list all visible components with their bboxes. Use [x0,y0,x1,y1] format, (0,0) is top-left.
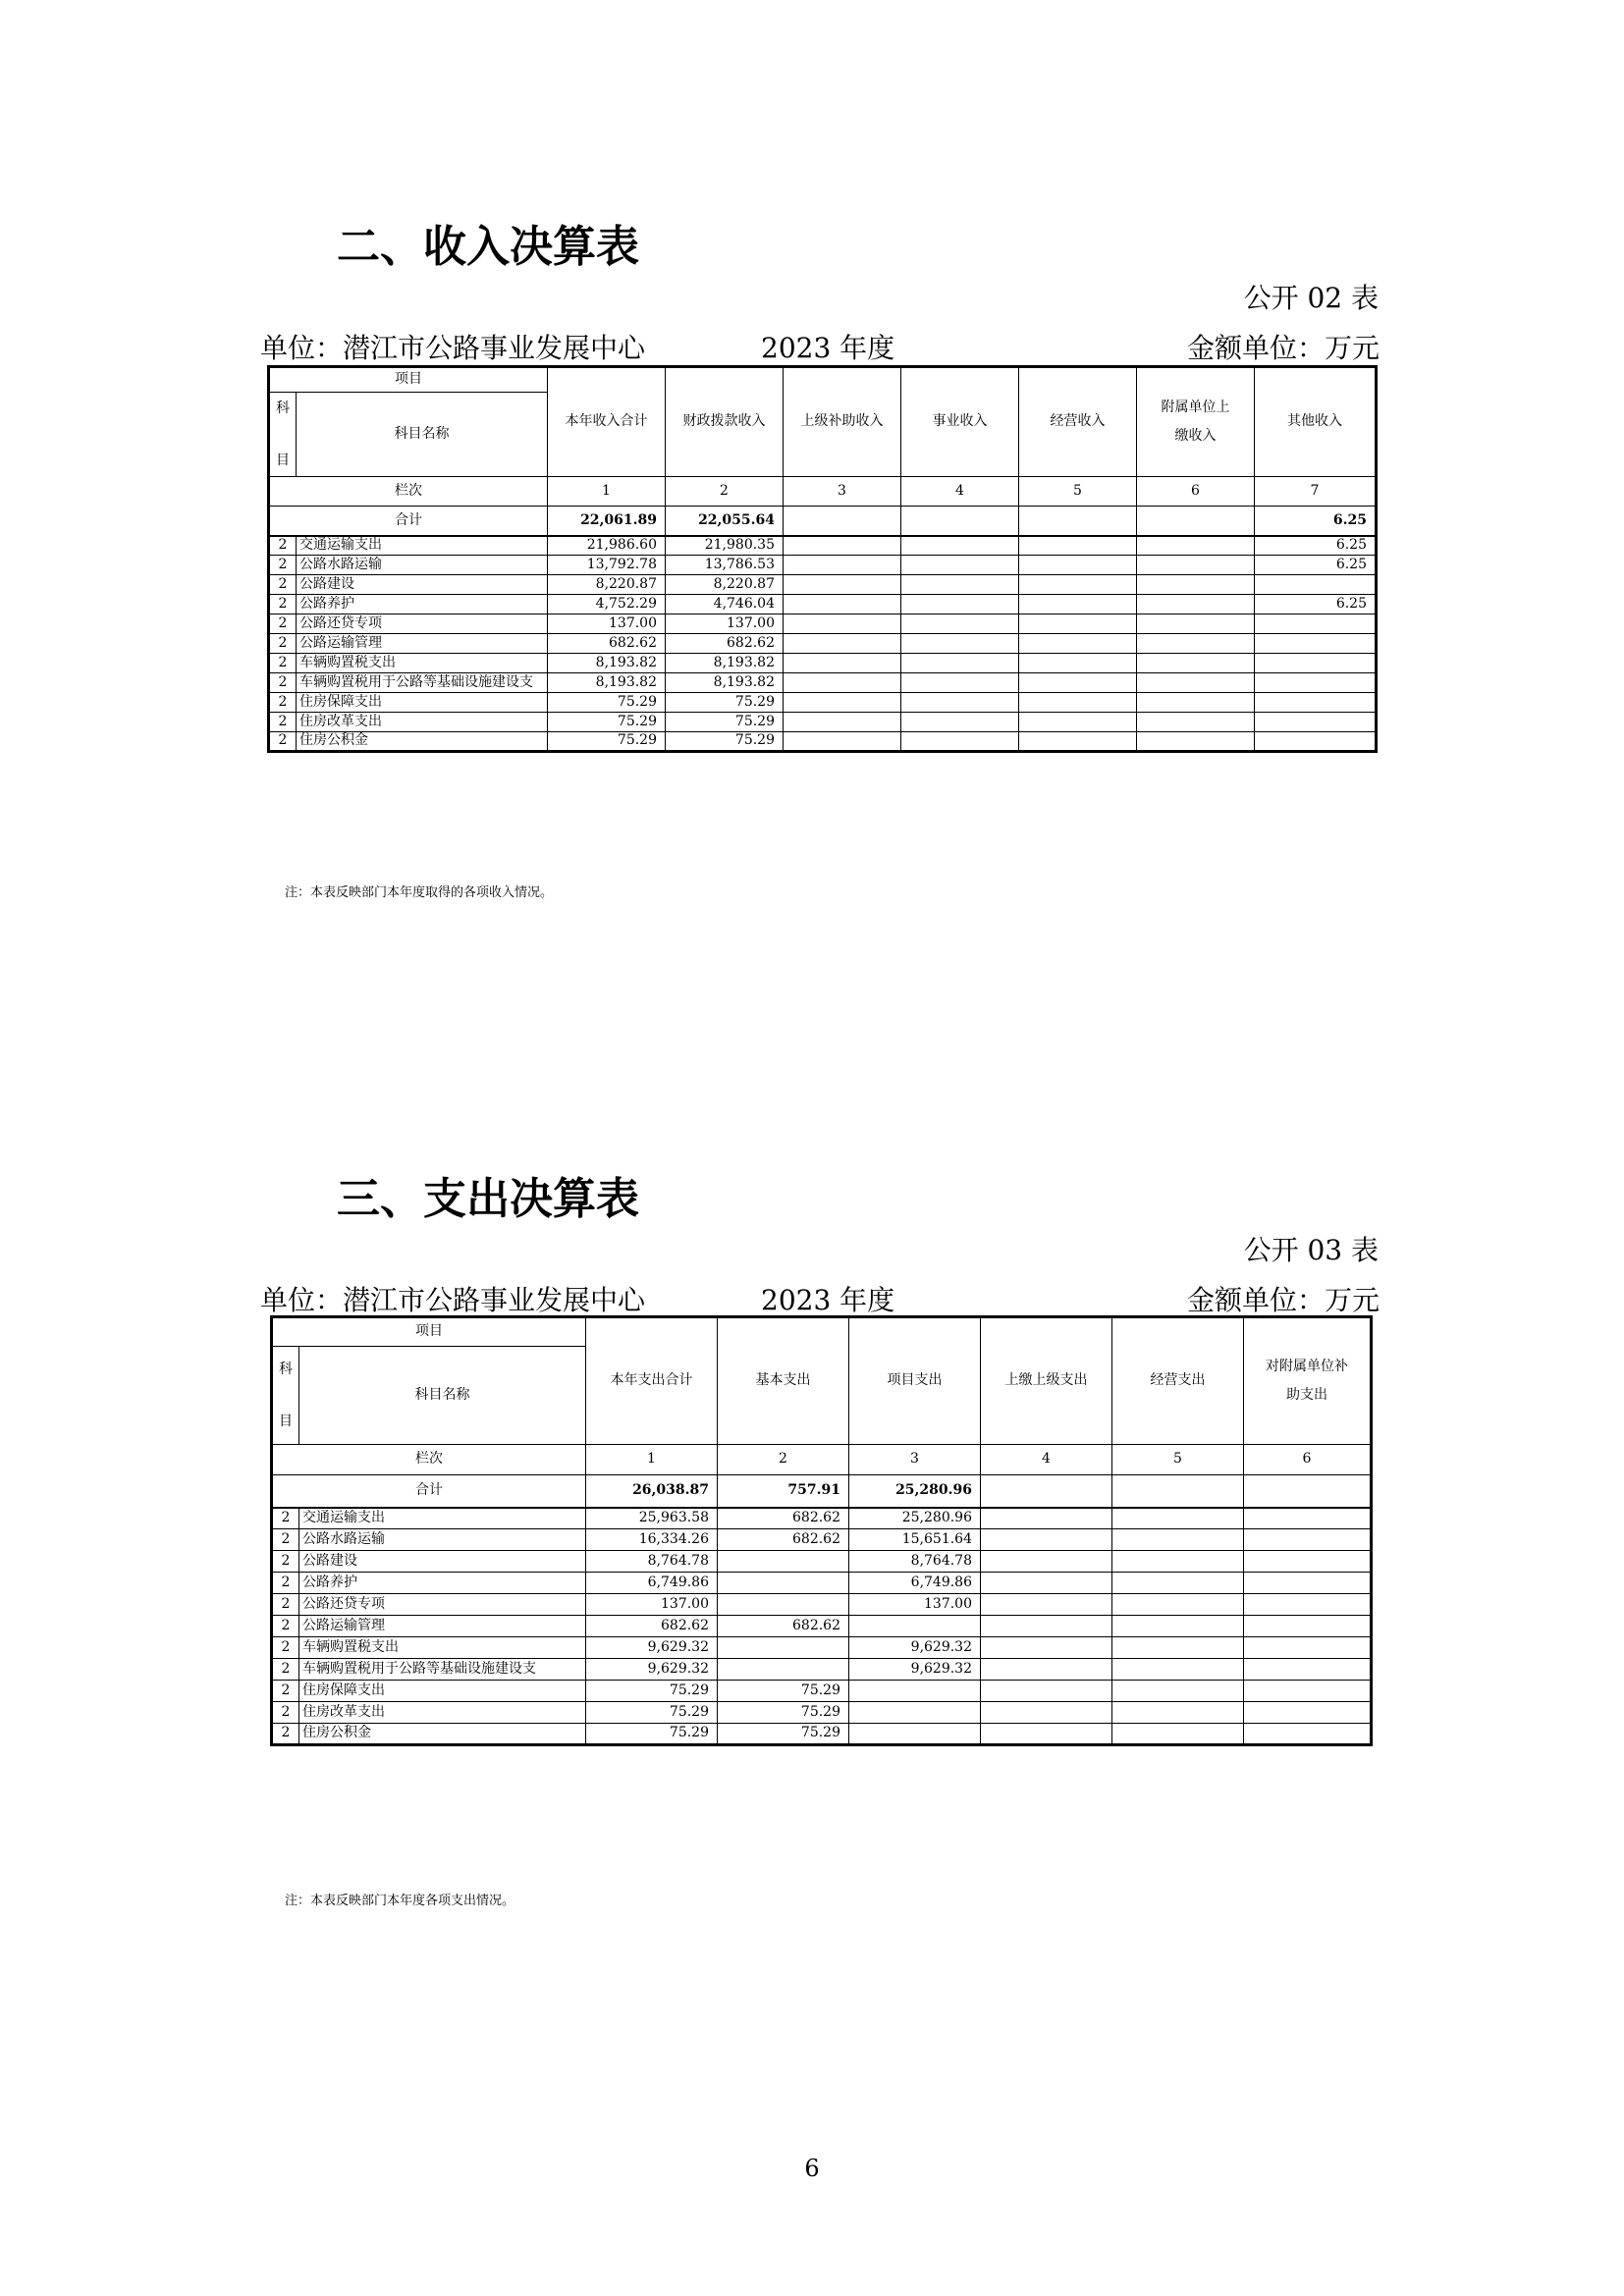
amount-cell: 75.29 [718,1702,849,1724]
subject-code: 2 [272,1681,299,1702]
amount-cell: 75.29 [718,1681,849,1702]
expense-col-header: 项目支出 [849,1317,981,1445]
income-col-header: 上级补助收入 [784,367,901,477]
income-ke-mu-label: 科 目 [269,393,297,477]
amount-cell: 21,980.35 [666,536,784,556]
amount-cell: 9,629.32 [849,1659,981,1681]
amount-cell: 6,749.86 [849,1573,981,1594]
amount-cell: 682.62 [718,1529,849,1551]
amount-cell [1244,1681,1372,1702]
amount-cell: 75.29 [548,732,666,752]
amount-cell: 8,220.87 [548,575,666,595]
amount-cell [1255,713,1377,732]
amount-cell [1137,732,1255,752]
table-row [272,1637,1372,1659]
subject-code: 2 [272,1637,299,1659]
table-row [272,1508,1372,1529]
amount-cell: 25,963.58 [586,1508,718,1529]
subject-name: 公路养护 [299,1573,586,1594]
lanci-label: 栏次 [269,477,548,507]
amount-cell: 137.00 [849,1594,981,1616]
income-title: 二、收入决算表 [337,222,639,272]
amount-cell [1137,536,1255,556]
subject-name: 公路还贷专项 [299,1594,586,1616]
table-row [269,556,1377,575]
amount-cell [1244,1594,1372,1616]
amount-cell: 137.00 [548,614,666,634]
amount-cell [1137,575,1255,595]
subject-code: 2 [269,556,297,575]
amount-cell [1244,1724,1372,1745]
subject-code: 2 [269,614,297,634]
amount-cell: 75.29 [586,1724,718,1745]
expense-col-header: 本年支出合计 [586,1317,718,1445]
amount-cell: 682.62 [718,1616,849,1637]
income-money-unit: 金额单位：万元 [1186,332,1380,364]
amount-cell [1244,1573,1372,1594]
total-value: 22,061.89 [548,507,666,536]
expense-year: 2023 年度 [761,1284,895,1316]
amount-cell: 9,629.32 [586,1637,718,1659]
amount-cell [1019,595,1137,614]
amount-cell [981,1551,1112,1573]
subject-code: 2 [269,595,297,614]
column-number: 7 [1255,477,1377,507]
table-row [272,1659,1372,1681]
amount-cell: 8,193.82 [666,673,784,693]
amount-cell [1137,713,1255,732]
subject-code: 2 [272,1616,299,1637]
amount-cell [849,1724,981,1745]
amount-cell [981,1702,1112,1724]
amount-cell [1112,1529,1244,1551]
total-value: 22,055.64 [666,507,784,536]
expense-col-header: 经营支出 [1112,1317,1244,1445]
subject-name: 住房保障支出 [299,1681,586,1702]
amount-cell [1019,732,1137,752]
amount-cell [1112,1637,1244,1659]
subject-code: 2 [269,713,297,732]
column-number: 3 [784,477,901,507]
total-label: 合计 [269,507,548,536]
subject-code: 2 [269,693,297,713]
amount-cell [1137,654,1255,673]
column-number: 6 [1137,477,1255,507]
amount-cell: 6.25 [1255,595,1377,614]
subject-name: 公路水路运输 [299,1529,586,1551]
amount-cell [901,575,1019,595]
income-subject-name-header: 科目名称 [297,393,548,477]
expense-title: 三、支出决算表 [337,1174,639,1224]
amount-cell [901,673,1019,693]
total-value [1244,1475,1372,1508]
amount-cell [901,595,1019,614]
amount-cell: 8,764.78 [849,1551,981,1573]
table-row [272,1702,1372,1724]
amount-cell [1255,614,1377,634]
amount-cell [1244,1637,1372,1659]
amount-cell [901,732,1019,752]
total-value [1019,507,1137,536]
income-year: 2023 年度 [761,332,895,364]
amount-cell: 8,220.87 [666,575,784,595]
amount-cell [718,1637,849,1659]
income-col-header: 本年收入合计 [548,367,666,477]
amount-cell: 15,651.64 [849,1529,981,1551]
column-number: 3 [849,1445,981,1475]
amount-cell: 4,746.04 [666,595,784,614]
expense-ke-mu-label: 科 目 [272,1347,299,1445]
amount-cell: 682.62 [666,634,784,654]
table-row [272,1594,1372,1616]
amount-cell [981,1529,1112,1551]
amount-cell [1137,693,1255,713]
subject-code: 2 [272,1551,299,1573]
amount-cell [981,1508,1112,1529]
column-number: 4 [901,477,1019,507]
amount-cell [718,1594,849,1616]
amount-cell: 4,752.29 [548,595,666,614]
income-table-number: 公开 02 表 [1243,282,1379,314]
amount-cell [1244,1702,1372,1724]
subject-code: 2 [272,1573,299,1594]
table-row [269,536,1377,556]
table-row [269,732,1377,752]
amount-cell [1112,1616,1244,1637]
total-value [901,507,1019,536]
amount-cell [901,713,1019,732]
expense-table-number: 公开 03 表 [1243,1234,1379,1266]
income-col-header: 财政拨款收入 [666,367,784,477]
amount-cell [1019,614,1137,634]
expense-col-header: 上缴上级支出 [981,1317,1112,1445]
amount-cell [1244,1529,1372,1551]
amount-cell [849,1681,981,1702]
amount-cell: 8,764.78 [586,1551,718,1573]
subject-name: 交通运输支出 [297,536,548,556]
subject-name: 车辆购置税支出 [297,654,548,673]
amount-cell [784,614,901,634]
amount-cell [1244,1551,1372,1573]
amount-cell [784,575,901,595]
amount-cell: 6.25 [1255,556,1377,575]
amount-cell [784,634,901,654]
expense-col-header: 对附属单位补助支出 [1244,1317,1372,1445]
amount-cell: 9,629.32 [586,1659,718,1681]
table-row [269,614,1377,634]
amount-cell [901,654,1019,673]
subject-name: 公路建设 [297,575,548,595]
amount-cell [784,654,901,673]
subject-name: 住房改革支出 [299,1702,586,1724]
table-row [269,575,1377,595]
income-project-header: 项目 [269,367,548,393]
subject-code: 2 [269,536,297,556]
column-number: 2 [666,477,784,507]
table-row [272,1616,1372,1637]
subject-code: 2 [269,654,297,673]
expense-project-header: 项目 [272,1317,586,1347]
amount-cell [1137,556,1255,575]
amount-cell [1137,614,1255,634]
amount-cell [1137,595,1255,614]
income-note: 注：本表反映部门本年度取得的各项收入情况。 [285,885,554,900]
amount-cell: 682.62 [586,1616,718,1637]
column-number: 5 [1112,1445,1244,1475]
amount-cell [1112,1659,1244,1681]
amount-cell [1019,575,1137,595]
subject-name: 公路养护 [297,595,548,614]
amount-cell [1112,1681,1244,1702]
subject-name: 住房公积金 [299,1724,586,1745]
table-row [269,634,1377,654]
amount-cell: 8,193.82 [548,673,666,693]
amount-cell [784,536,901,556]
table-row [269,713,1377,732]
amount-cell [981,1594,1112,1616]
amount-cell [1019,556,1137,575]
subject-name: 公路还贷专项 [297,614,548,634]
subject-name: 住房保障支出 [297,693,548,713]
amount-cell [981,1616,1112,1637]
amount-cell [1112,1573,1244,1594]
subject-name: 车辆购置税用于公路等基础设施建设支 [297,673,548,693]
table-row [269,654,1377,673]
subject-name: 车辆购置税用于公路等基础设施建设支 [299,1659,586,1681]
total-value: 757.91 [718,1475,849,1508]
amount-cell [901,536,1019,556]
table-row [269,693,1377,713]
amount-cell: 75.29 [548,713,666,732]
table-row [272,1681,1372,1702]
subject-code: 2 [269,673,297,693]
amount-cell: 6,749.86 [586,1573,718,1594]
income-col-header: 附属单位上缴收入 [1137,367,1255,477]
amount-cell [718,1659,849,1681]
subject-code: 2 [272,1508,299,1529]
subject-code: 2 [272,1529,299,1551]
amount-cell [901,556,1019,575]
amount-cell: 137.00 [586,1594,718,1616]
income-col-header: 事业收入 [901,367,1019,477]
amount-cell [1019,654,1137,673]
subject-name: 住房改革支出 [297,713,548,732]
amount-cell [1244,1616,1372,1637]
subject-name: 公路建设 [299,1551,586,1573]
expense-unit-line [260,1279,1380,1316]
subject-code: 2 [269,732,297,752]
subject-code: 2 [272,1659,299,1681]
amount-cell [784,556,901,575]
amount-cell: 25,280.96 [849,1508,981,1529]
column-number: 2 [718,1445,849,1475]
amount-cell [981,1573,1112,1594]
amount-cell [1112,1508,1244,1529]
subject-name: 公路水路运输 [297,556,548,575]
expense-table [270,1315,1373,1746]
total-value: 6.25 [1255,507,1377,536]
total-value: 25,280.96 [849,1475,981,1508]
column-number: 1 [548,477,666,507]
lanci-label: 栏次 [272,1445,586,1475]
amount-cell: 13,792.78 [548,556,666,575]
amount-cell: 75.29 [586,1702,718,1724]
amount-cell [1019,693,1137,713]
amount-cell [784,713,901,732]
income-unit: 单位：潜江市公路事业发展中心 [260,332,646,364]
amount-cell: 75.29 [666,693,784,713]
amount-cell: 16,334.26 [586,1529,718,1551]
amount-cell [718,1573,849,1594]
amount-cell [1019,673,1137,693]
page-number: 6 [804,2155,820,2182]
subject-code: 2 [269,634,297,654]
expense-unit: 单位：潜江市公路事业发展中心 [260,1284,646,1316]
amount-cell [1019,634,1137,654]
amount-cell [981,1659,1112,1681]
amount-cell: 8,193.82 [666,654,784,673]
amount-cell [1112,1702,1244,1724]
amount-cell [849,1616,981,1637]
amount-cell: 9,629.32 [849,1637,981,1659]
amount-cell: 682.62 [718,1508,849,1529]
amount-cell: 75.29 [586,1681,718,1702]
expense-col-header: 基本支出 [718,1317,849,1445]
table-row [272,1529,1372,1551]
amount-cell [901,614,1019,634]
amount-cell [784,595,901,614]
income-col-header: 其他收入 [1255,367,1377,477]
amount-cell: 137.00 [666,614,784,634]
subject-name: 公路运输管理 [297,634,548,654]
table-row [269,595,1377,614]
expense-note: 注：本表反映部门本年度各项支出情况。 [285,1894,515,1908]
table-row [269,673,1377,693]
amount-cell [1255,732,1377,752]
amount-cell [981,1724,1112,1745]
amount-cell [1255,673,1377,693]
amount-cell [981,1637,1112,1659]
amount-cell [1255,693,1377,713]
amount-cell [1019,536,1137,556]
subject-name: 住房公积金 [297,732,548,752]
income-col-header: 经营收入 [1019,367,1137,477]
amount-cell [901,693,1019,713]
amount-cell [981,1681,1112,1702]
column-number: 6 [1244,1445,1372,1475]
amount-cell [1137,673,1255,693]
subject-code: 2 [269,575,297,595]
subject-code: 2 [272,1702,299,1724]
amount-cell [784,673,901,693]
subject-name: 车辆购置税支出 [299,1637,586,1659]
amount-cell: 682.62 [548,634,666,654]
total-value: 26,038.87 [586,1475,718,1508]
column-number: 1 [586,1445,718,1475]
subject-name: 公路运输管理 [299,1616,586,1637]
amount-cell [901,634,1019,654]
subject-code: 2 [272,1724,299,1745]
column-number: 5 [1019,477,1137,507]
amount-cell [718,1551,849,1573]
income-table [267,365,1378,753]
amount-cell: 75.29 [666,713,784,732]
amount-cell [1255,575,1377,595]
table-row [272,1573,1372,1594]
amount-cell [1137,634,1255,654]
total-value [1112,1475,1244,1508]
total-label: 合计 [272,1475,586,1508]
table-row [272,1551,1372,1573]
amount-cell [1019,713,1137,732]
amount-cell: 75.29 [666,732,784,752]
table-row [272,1724,1372,1745]
column-number: 4 [981,1445,1112,1475]
total-value [784,507,901,536]
amount-cell: 75.29 [718,1724,849,1745]
amount-cell [1255,634,1377,654]
amount-cell [1112,1551,1244,1573]
subject-name: 交通运输支出 [299,1508,586,1529]
amount-cell [849,1702,981,1724]
amount-cell: 13,786.53 [666,556,784,575]
amount-cell: 21,986.60 [548,536,666,556]
expense-subject-name-header: 科目名称 [299,1347,586,1445]
total-value [981,1475,1112,1508]
amount-cell [1112,1724,1244,1745]
expense-money-unit: 金额单位：万元 [1186,1284,1380,1316]
amount-cell [1255,654,1377,673]
amount-cell [1244,1659,1372,1681]
amount-cell [1112,1594,1244,1616]
total-value [1137,507,1255,536]
amount-cell [1244,1508,1372,1529]
amount-cell: 8,193.82 [548,654,666,673]
amount-cell: 6.25 [1255,536,1377,556]
amount-cell [784,732,901,752]
subject-code: 2 [272,1594,299,1616]
amount-cell: 75.29 [548,693,666,713]
amount-cell [784,693,901,713]
income-unit-line [260,327,1380,364]
